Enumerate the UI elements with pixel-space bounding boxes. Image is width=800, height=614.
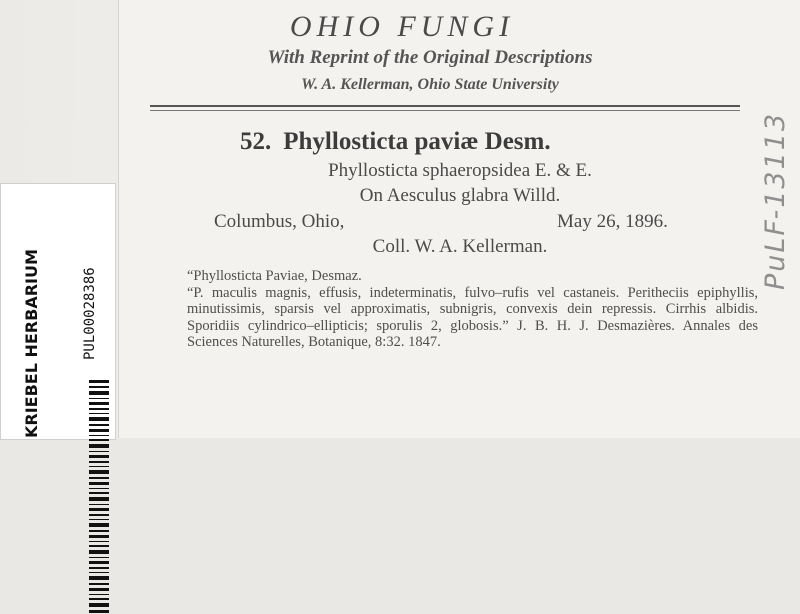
barcode-icon (89, 380, 109, 614)
label-title: OHIO FUNGI (289, 10, 515, 43)
host-plant: On Aesculus glabra Willd. (359, 185, 561, 206)
barcode-label (0, 183, 116, 440)
collection-locality: Columbus, Ohio, (214, 211, 345, 232)
collection-date: May 26, 1896. (557, 211, 668, 232)
species-synonym: Phyllosticta sphaeropsidea E. & E. (328, 160, 592, 181)
header-divider (150, 105, 740, 111)
species-heading (240, 128, 700, 156)
description-body: “P. maculis magnis, effusis, indeterminatis, fulvo–rufis vel castaneis. Peritheciis epiphyllis, minutissimis, sparsis vel approximatis, subnigris, convexis dein repressis. Cirrhis albidis. Sporidiis cylindrico–ellipticis; sporulis 2, globosis.” J. B. H. J. Desmazières. Annales des Sciences Naturelles, Botanique, 8:32. 1847. (187, 284, 758, 350)
specimen-number: 52. (240, 128, 272, 155)
label-subtitle: With Reprint of the Original Descriptions (267, 47, 593, 68)
original-description (178, 268, 758, 351)
label-author-line: W. A. Kellerman, Ohio State University (301, 76, 559, 93)
species-name: Phyllosticta paviæ Desm. (283, 128, 551, 155)
description-citation-title: “Phyllosticta Paviae, Desmaz. (187, 268, 362, 284)
herbarium-name: KRIEBEL HERBARIUM (22, 249, 41, 438)
collector: Coll. W. A. Kellerman. (372, 236, 548, 257)
handwritten-accession: PuLF-13113 (760, 111, 791, 290)
barcode-id: PUL00028386 (82, 267, 98, 360)
